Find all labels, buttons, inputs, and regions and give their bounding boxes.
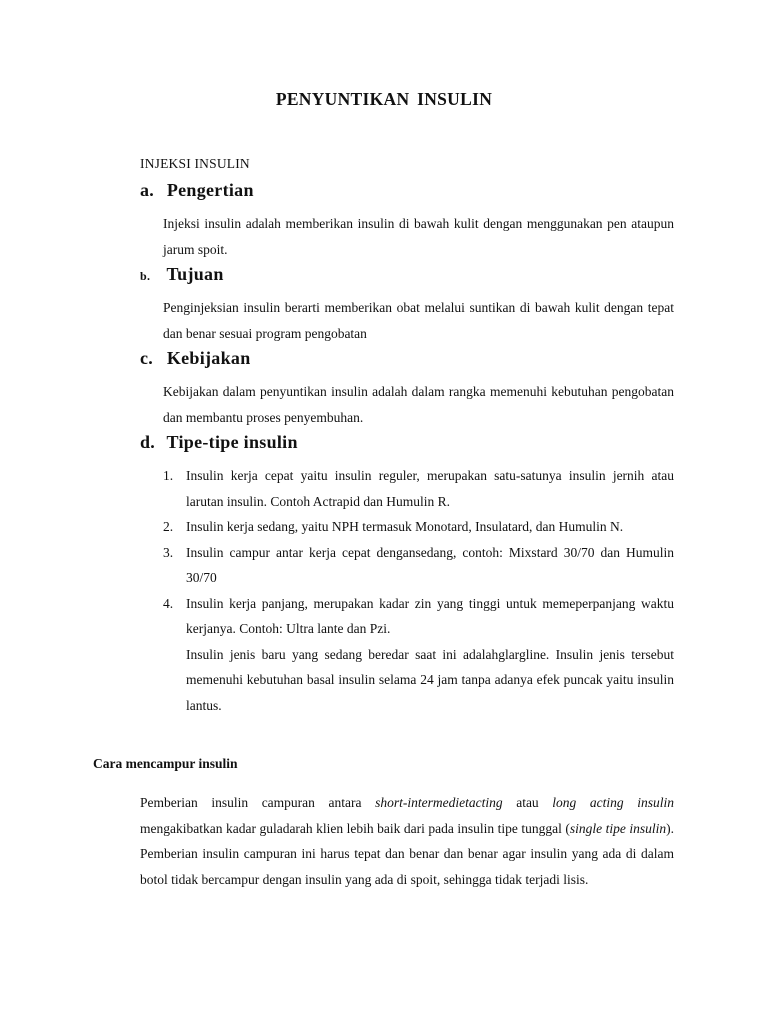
list-text: Insulin kerja sedang, yaitu NPH termasuk Monotard, Insulatard, dan Humulin N. [186,519,624,534]
page-title: PENYUNTIKAN INSULIN [275,89,493,109]
subheading-mixing: Cara mencampur insulin [93,756,238,771]
heading-text: Kebijakan [166,348,251,368]
list-item [163,514,674,540]
heading-tujuan [140,264,224,285]
list-item [163,591,674,719]
heading-text: Tujuan [166,264,224,284]
list-item [163,540,674,591]
list-text: Insulin kerja panjang, merupakan kadar zin yang tinggi untuk memeperpanjang waktu kerjanya. Contoh: Ultra lante dan Pzi. [186,595,674,636]
heading-text: Pengertian [166,180,254,200]
heading-marker: b. [140,269,151,283]
heading-pengertian [140,180,254,201]
list-number: 2. [163,519,174,534]
list-text: Insulin campur antar kerja cepat dengansedang, contoh: Mixstard 30/70 dan Humulin 30/70 [186,544,674,585]
heading-marker: c. [140,348,154,368]
heading-text: Tipe-tipe insulin [166,432,298,452]
heading-tipe-insulin [140,432,298,453]
paragraph-kebijakan: Kebijakan dalam penyuntikan insulin adalah dalam rangka memenuhi kebutuhan pengobatan dan membantu proses penyembuhan. [163,384,674,425]
text-run: atau [502,795,553,810]
heading-kebijakan [140,348,251,369]
paragraph-tujuan: Penginjeksian insulin berarti memberikan obat melalui suntikan di bawah kulit dengan tepat dan benar sesuai program pengobatan [163,300,674,341]
paragraph-pengertian: Injeksi insulin adalah memberikan insulin di bawah kulit dengan menggunakan pen ataupun jarum spoit. [163,216,674,257]
text-run: ). Pemberian insulin campuran ini harus tepat dan benar dan benar agar insulin yang ada di dalam botol tidak bercampur dengan insulin yang ada di spoit, sehingga tidak terjadi lisis. [140,820,674,887]
heading-marker: a. [140,180,155,200]
italic-run: long acting insulin [552,795,675,810]
list-text: Insulin kerja cepat yaitu insulin reguler, merupakan satu-satunya insulin jernih atau larutan insulin. Contoh Actrapid dan Humulin R. [186,468,674,509]
list-number: 1. [163,468,174,483]
section-label: INJEKSI INSULIN [140,156,250,171]
text-run: Pemberian insulin campuran antara [140,795,376,810]
text-run: mengakibatkan kadar guladarah klien lebih baik dari pada insulin tipe tunggal ( [140,820,570,836]
heading-marker: d. [140,432,156,452]
list-item [163,463,674,514]
paragraph-mixing [140,790,674,892]
italic-run: single tipe insulin [569,820,667,836]
list-number: 3. [163,544,174,560]
list-extra-text: Insulin jenis baru yang sedang beredar saat ini adalahglargline. Insulin jenis tersebut memenuhi kebutuhan basal insulin selama 24 jam tanpa adanya efek puncak yaitu insulin lantus. [186,646,674,713]
list-number: 4. [163,595,174,611]
insulin-types-list [163,463,674,718]
italic-run: short-intermedietacting [375,795,503,810]
